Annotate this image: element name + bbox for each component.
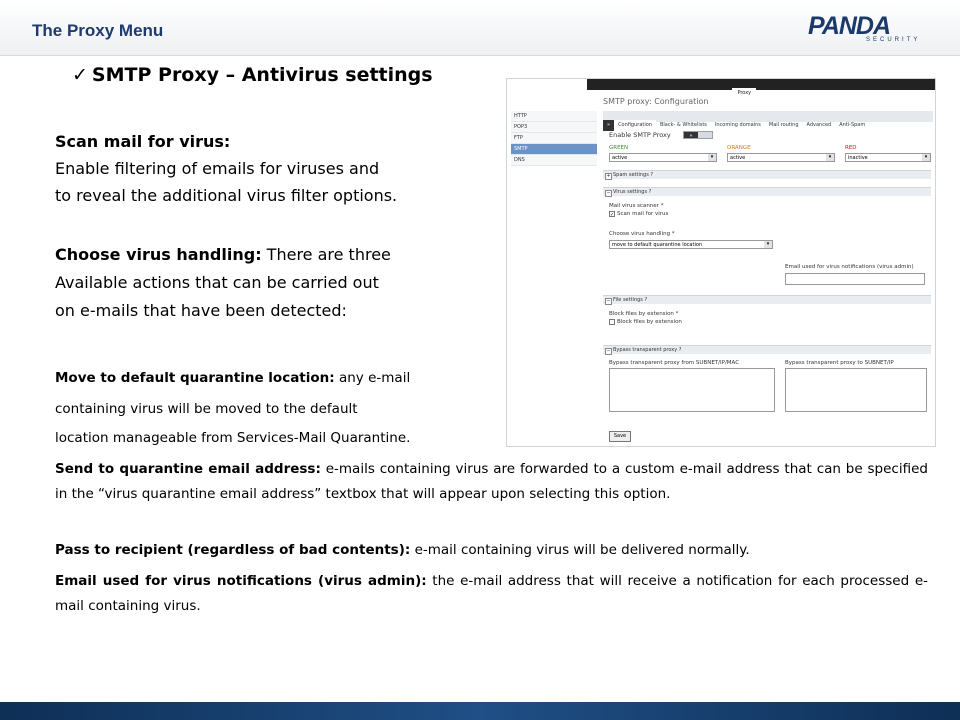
chevron-down-icon: ▾ <box>922 154 930 161</box>
move-line-1: Move to default quarantine location: any e-mail <box>55 370 411 386</box>
zone-green-label: GREEN <box>609 145 629 151</box>
zone-orange-label: ORANGE <box>727 145 751 151</box>
panda-security-logo <box>808 12 921 44</box>
pass-paragraph: Pass to recipient (regardless of bad contents): e-mail containing virus will be delivered normally. <box>55 542 750 558</box>
bypass-to-label: Bypass transparent proxy to SUBNET/IP <box>785 360 894 366</box>
move-label: Move to default quarantine location: <box>55 370 335 386</box>
section-heading <box>72 64 433 86</box>
nav-system[interactable]: System <box>592 90 611 96</box>
zone-green-select[interactable]: active ▾ <box>609 153 717 162</box>
side-item-ftp[interactable]: FTP <box>511 133 597 144</box>
zone-orange-select[interactable]: active ▾ <box>727 153 835 162</box>
tab-incoming-domains[interactable]: Incoming domains <box>714 122 761 128</box>
notify-label: Email used for virus notifications (virus admin): <box>55 573 427 589</box>
notify-paragraph: Email used for virus notifications (virus admin): the e-mail address that will receive a notification for each processed e-mail containing virus. <box>55 573 928 614</box>
admin-email-input[interactable] <box>785 273 925 285</box>
bypass-section[interactable]: − Bypass transparent proxy ? <box>603 345 931 354</box>
side-item-http[interactable]: HTTP <box>511 111 597 122</box>
side-item-pop3[interactable]: POP3 <box>511 122 597 133</box>
enable-smtp-label: Enable SMTP Proxy <box>609 131 671 139</box>
block-files-checkbox[interactable] <box>609 319 615 325</box>
tab-arrow-icon[interactable]: » <box>603 120 614 131</box>
page-title: SMTP proxy: Configuration <box>603 97 709 106</box>
checkmark-icon: ✓ <box>72 64 88 86</box>
move-line-3: location manageable from Services-Mail Quarantine. <box>55 430 411 446</box>
toggle-arrow-icon: » <box>684 132 698 138</box>
check-icon: ✓ <box>610 212 615 218</box>
footer-bar <box>0 702 960 720</box>
nav-proxy[interactable]: Proxy <box>732 88 756 99</box>
side-item-smtp[interactable]: SMTP <box>511 144 597 155</box>
spam-settings-section[interactable]: + Spam settings ? <box>603 170 931 179</box>
zone-red-select[interactable]: inactive ▾ <box>845 153 931 162</box>
chevron-down-icon: ▾ <box>826 154 834 161</box>
zone-red-label: RED <box>845 145 857 151</box>
config-tabs <box>603 111 933 128</box>
collapse-icon: − <box>606 190 611 196</box>
nav-firewall[interactable]: Firewall <box>708 90 728 96</box>
scan-mail-checkbox[interactable] <box>609 211 615 217</box>
scan-mail-checkbox-label: Scan mail for virus <box>617 211 669 217</box>
bypass-to-textarea[interactable] <box>785 368 927 412</box>
send-label: Send to quarantine email address: <box>55 461 321 477</box>
scan-line-1: Enable filtering of emails for viruses and <box>55 159 380 178</box>
choose-line-3: on e-mails that have been detected: <box>55 301 347 320</box>
collapse-icon: − <box>606 298 611 304</box>
top-nav <box>587 79 935 96</box>
handling-label: Choose virus handling * <box>609 231 675 237</box>
bypass-from-textarea[interactable] <box>609 368 775 412</box>
logo-subtext: SECURITY <box>866 37 921 43</box>
collapse-icon: − <box>606 348 611 354</box>
tab-black-whitelists[interactable]: Black- & Whitelists <box>659 122 707 128</box>
expand-icon: + <box>606 173 611 179</box>
send-paragraph: Send to quarantine email address: e-mails containing virus are forwarded to a custom e-mail address that can be specified in the “virus quarantine email address” textbox that will appear upon selecting this option. <box>55 461 928 502</box>
block-files-label: Block files by extension * <box>609 311 679 317</box>
side-menu <box>511 111 597 166</box>
choose-label: Choose virus handling: <box>55 245 262 264</box>
move-line-2: containing virus will be moved to the default <box>55 401 358 417</box>
nav-logs[interactable]: Logs <box>810 90 823 96</box>
file-settings-section[interactable]: − File settings ? <box>603 295 931 304</box>
virus-settings-section[interactable]: − Virus settings ? <box>603 187 931 196</box>
config-panel <box>603 123 933 446</box>
tab-advanced[interactable]: Advanced <box>806 122 832 128</box>
enable-smtp-toggle[interactable] <box>683 131 713 139</box>
pass-label: Pass to recipient (regardless of bad contents): <box>55 542 411 558</box>
slide-header <box>0 0 960 56</box>
scan-label: Scan mail for virus: <box>55 132 231 151</box>
nav-status[interactable]: Status <box>620 90 637 96</box>
nav-vpn[interactable]: VPN <box>761 90 772 96</box>
bypass-from-label: Bypass transparent proxy from SUBNET/IP/MAC <box>609 360 740 366</box>
slide-title: The Proxy Menu <box>32 21 164 40</box>
block-files-checkbox-label: Block files by extension <box>617 319 682 325</box>
smtp-config-screenshot <box>506 78 936 447</box>
tab-configuration[interactable]: Configuration <box>614 120 656 131</box>
chevron-down-icon: ▾ <box>764 241 772 248</box>
admin-email-label: Email used for virus notifications (virus admin) <box>785 264 914 270</box>
nav-hotspot[interactable]: Hotspot <box>781 90 801 96</box>
nav-services[interactable]: Services <box>677 90 699 96</box>
tab-mail-routing[interactable]: Mail routing <box>768 122 799 128</box>
chevron-down-icon: ▾ <box>708 154 716 161</box>
scanner-label: Mail virus scanner * <box>609 203 664 209</box>
save-button[interactable]: Save <box>609 431 631 442</box>
choose-line-2: Available actions that can be carried out <box>55 273 379 292</box>
choose-line-1: Choose virus handling: There are three <box>55 245 391 264</box>
nav-network[interactable]: Network <box>646 90 668 96</box>
tab-anti-spam[interactable]: Anti-Spam <box>839 122 866 128</box>
heading-text: SMTP Proxy – Antivirus settings <box>91 64 433 86</box>
logo-text: PANDA <box>808 12 891 40</box>
scan-line-2: to reveal the additional virus filter options. <box>55 186 398 205</box>
virus-handling-select[interactable]: move to default quarantine location ▾ <box>609 240 773 249</box>
side-item-dns[interactable]: DNS <box>511 155 597 166</box>
